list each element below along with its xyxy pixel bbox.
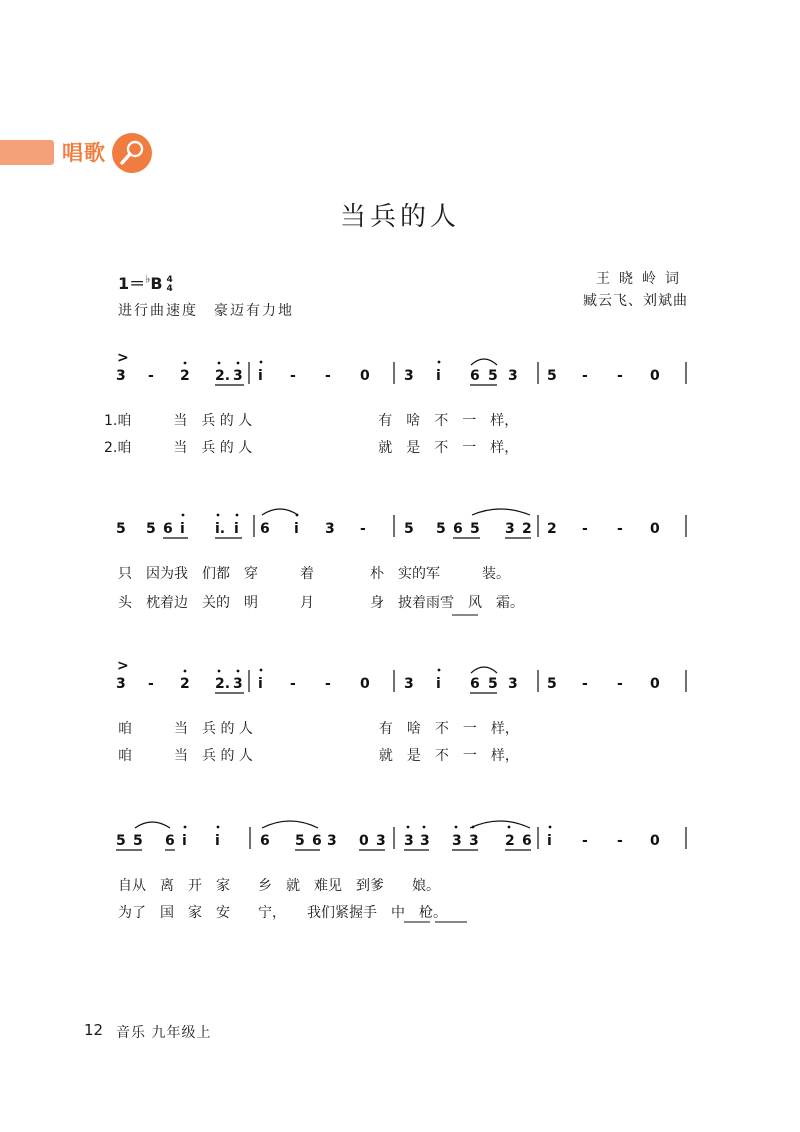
svg-text:i: i <box>258 676 263 692</box>
svg-text:-: - <box>290 368 296 384</box>
book-title: 音乐 九年级上 <box>116 1025 212 1041</box>
svg-text:3: 3 <box>116 676 126 692</box>
svg-text:0: 0 <box>360 368 370 384</box>
svg-text:i: i <box>182 833 187 849</box>
svg-text:-: - <box>148 368 154 384</box>
svg-text:>: > <box>117 658 129 674</box>
svg-text:2: 2 <box>505 833 515 849</box>
svg-text:5: 5 <box>547 368 557 384</box>
svg-text:0: 0 <box>650 368 660 384</box>
svg-text:3: 3 <box>452 833 462 849</box>
svg-text:i: i <box>180 521 185 537</box>
svg-text:3: 3 <box>404 368 414 384</box>
svg-text:6: 6 <box>470 368 480 384</box>
svg-text:2: 2 <box>547 521 557 537</box>
svg-text:3: 3 <box>508 676 518 692</box>
svg-text:2.: 2. <box>215 676 231 692</box>
svg-text:-: - <box>617 368 623 384</box>
svg-text:0: 0 <box>650 676 660 692</box>
svg-text:-: - <box>325 676 331 692</box>
page-number: 12 <box>84 1021 104 1039</box>
svg-text:3: 3 <box>469 833 479 849</box>
svg-text:5: 5 <box>133 833 143 849</box>
svg-text:5: 5 <box>404 521 414 537</box>
svg-text:5: 5 <box>547 676 557 692</box>
svg-text:i: i <box>436 368 441 384</box>
svg-text:6: 6 <box>260 833 270 849</box>
svg-text:i: i <box>234 521 239 537</box>
svg-text:0: 0 <box>360 676 370 692</box>
svg-text:-: - <box>360 521 366 537</box>
svg-text:5: 5 <box>295 833 305 849</box>
svg-text:i: i <box>215 833 220 849</box>
svg-text:-: - <box>290 676 296 692</box>
svg-text:-: - <box>582 833 588 849</box>
svg-text:3: 3 <box>505 521 515 537</box>
svg-text:i: i <box>294 521 299 537</box>
svg-text:3: 3 <box>508 368 518 384</box>
svg-text:5: 5 <box>488 676 498 692</box>
svg-text:i: i <box>258 368 263 384</box>
section-label: 唱歌 <box>62 141 106 165</box>
time-signature: 4 4 <box>166 274 173 294</box>
svg-text:6: 6 <box>522 833 532 849</box>
svg-text:3: 3 <box>233 676 243 692</box>
svg-text:5: 5 <box>436 521 446 537</box>
svg-text:6: 6 <box>470 676 480 692</box>
svg-text:i: i <box>436 676 441 692</box>
svg-text:3: 3 <box>325 521 335 537</box>
svg-text:0: 0 <box>650 833 660 849</box>
svg-text:5: 5 <box>488 368 498 384</box>
key-signature: 1＝♭B 4 4 <box>118 272 173 294</box>
svg-text:5: 5 <box>116 833 126 849</box>
svg-text:-: - <box>582 521 588 537</box>
svg-text:6: 6 <box>312 833 322 849</box>
svg-text:i.: i. <box>215 521 226 537</box>
svg-text:-: - <box>617 833 623 849</box>
svg-text:-: - <box>582 676 588 692</box>
svg-text:6: 6 <box>453 521 463 537</box>
svg-text:3: 3 <box>116 368 126 384</box>
svg-text:3: 3 <box>233 368 243 384</box>
composer-credit: 臧云飞、刘斌曲 <box>583 293 688 309</box>
svg-text:3: 3 <box>404 676 414 692</box>
lyric-line-1-verse-1: 1.咱 当 兵 的 人 有 啥 不 一 样， <box>104 413 519 429</box>
svg-text:0: 0 <box>650 521 660 537</box>
lyric-line-2-verse-1: 只 因为我 们都 穿 着 朴 实的军 装。 <box>118 566 510 582</box>
svg-text:-: - <box>325 368 331 384</box>
svg-text:5: 5 <box>116 521 126 537</box>
svg-text:6: 6 <box>165 833 175 849</box>
tempo-marking: 进行曲速度 豪迈有力地 <box>118 303 294 319</box>
lyric-line-3-verse-2: 咱 当 兵 的 人 就 是 不 一 样， <box>118 748 519 764</box>
svg-text:2: 2 <box>180 368 190 384</box>
lyric-line-4-verse-1: 自从 离 开 家 乡 就 难见 到爹 娘。 <box>118 878 440 894</box>
svg-text:6: 6 <box>260 521 270 537</box>
svg-text:3: 3 <box>376 833 386 849</box>
svg-text:3: 3 <box>404 833 414 849</box>
lyric-line-3-verse-1: 咱 当 兵 的 人 有 啥 不 一 样， <box>118 721 519 737</box>
svg-text:>: > <box>117 350 129 366</box>
svg-text:-: - <box>582 368 588 384</box>
svg-text:2: 2 <box>180 676 190 692</box>
song-title: 当兵的人 <box>339 202 460 232</box>
svg-text:i: i <box>547 833 552 849</box>
svg-text:5: 5 <box>146 521 156 537</box>
svg-text:6: 6 <box>163 521 173 537</box>
lyric-line-2-verse-2: 头 枕着边 关的 明 月 身 披着雨雪 风 霜。 <box>118 595 524 611</box>
svg-text:5: 5 <box>470 521 480 537</box>
svg-text:2.: 2. <box>215 368 231 384</box>
svg-text:3: 3 <box>327 833 337 849</box>
svg-text:-: - <box>617 521 623 537</box>
svg-text:0: 0 <box>359 833 369 849</box>
svg-text:3: 3 <box>420 833 430 849</box>
svg-text:2: 2 <box>522 521 532 537</box>
lyricist-credit: 王晓岭词 <box>596 271 688 287</box>
svg-text:-: - <box>617 676 623 692</box>
lyric-line-1-verse-2: 2.咱 当 兵 的 人 就 是 不 一 样， <box>104 440 519 456</box>
lyric-line-4-verse-2: 为了 国 家 安 宁， 我们紧握手 中 枪。 <box>118 905 447 921</box>
svg-text:-: - <box>148 676 154 692</box>
